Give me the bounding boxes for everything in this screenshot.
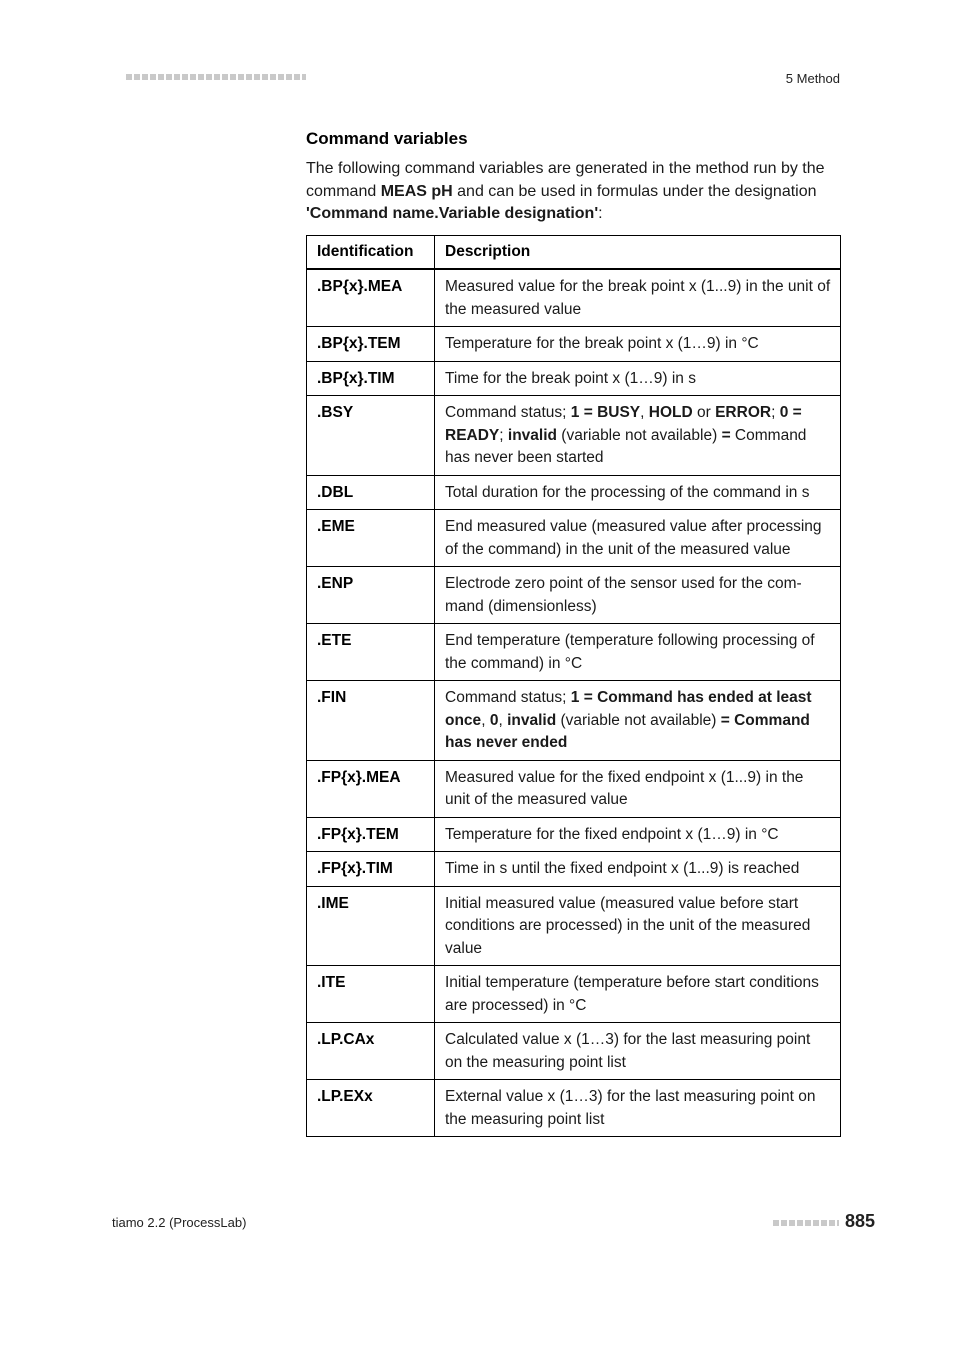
- table-row: [307, 681, 841, 761]
- text-run: End temperature (temperature following processing of the command) in °C: [445, 632, 815, 672]
- table-row: [307, 624, 841, 681]
- variable-description: [435, 567, 841, 624]
- bold-text-run: MEAS pH: [380, 182, 453, 200]
- variable-description: [435, 396, 841, 476]
- table-row: [307, 510, 841, 567]
- text-run: Command status;: [445, 689, 571, 706]
- text-run: Calculated value x (1…3) for the last measuring point on the measuring point list: [445, 1031, 811, 1071]
- table-row: [307, 396, 841, 476]
- variable-identification: .BSY: [307, 396, 435, 476]
- bold-text-run: 1 = Command has ended at least once: [445, 689, 812, 729]
- variable-description: [435, 624, 841, 681]
- text-run: End measured value (measured value after processing of the command) in the unit of the measured value: [445, 518, 822, 558]
- text-run: Initial measured value (measured value before start conditions are processed) in the unit of the measured value: [445, 894, 811, 957]
- text-run: Temperature for the break point x (1…9) in °C: [445, 335, 759, 352]
- table-row: [307, 327, 841, 362]
- table-row: [307, 760, 841, 817]
- variable-description: [435, 1023, 841, 1080]
- table-row: [307, 852, 841, 887]
- variable-description: [435, 361, 841, 396]
- table-row: [307, 361, 841, 396]
- text-run: Command has never been started: [445, 426, 807, 466]
- bold-text-run: 0 = READY: [445, 404, 802, 444]
- bold-text-run: ERROR: [715, 404, 772, 421]
- variable-description: [435, 475, 841, 510]
- variable-description: [435, 681, 841, 761]
- command-variables-table: [306, 235, 841, 1138]
- variable-identification: .FP{x}.TIM: [307, 852, 435, 887]
- variable-identification: .EME: [307, 510, 435, 567]
- column-header-identification: Identification: [307, 235, 435, 269]
- bold-text-run: =: [721, 426, 731, 444]
- text-run: or: [692, 404, 716, 421]
- variable-description: [435, 852, 841, 887]
- running-header-chapter: 5 Method: [785, 71, 840, 86]
- bold-text-run: 'Command name.Variable designation': [306, 205, 599, 222]
- variable-description: [435, 327, 841, 362]
- table-header-row: [307, 235, 841, 269]
- text-run: Measured value for the fixed endpoint x (1...9) in the unit of the measured value: [445, 768, 804, 808]
- variable-identification: .IME: [307, 886, 435, 966]
- text-run: Time in s until the fixed endpoint x (1...9) is reached: [445, 860, 800, 877]
- text-run: Temperature for the fixed endpoint x (1…9) in °C: [445, 825, 779, 843]
- variable-description: [435, 966, 841, 1023]
- text-run: Command status;: [445, 404, 571, 421]
- table-row: [307, 817, 841, 852]
- page-number: 885: [845, 1211, 876, 1231]
- variable-identification: .BP{x}.TIM: [307, 361, 435, 396]
- bold-text-run: 1 = BUSY: [570, 404, 641, 421]
- footer-product-name: tiamo 2.2 (ProcessLab): [112, 1215, 247, 1230]
- text-run: ;: [771, 404, 780, 421]
- table-row: [307, 1023, 841, 1080]
- text-run: ,: [640, 404, 649, 421]
- text-run: Time for the break point x (1…9) in s: [445, 369, 696, 387]
- bold-text-run: 0: [489, 711, 499, 729]
- variable-description: [435, 817, 841, 852]
- table-body: [307, 269, 841, 1137]
- text-run: Electrode zero point of the sensor used for the com-mand (dimensionless): [445, 575, 802, 615]
- text-run: ;: [499, 426, 508, 444]
- footer-decoration-dots: [773, 1220, 839, 1226]
- text-run: ,: [481, 711, 490, 729]
- table-row: [307, 886, 841, 966]
- table-row: [307, 269, 841, 327]
- variable-description: [435, 510, 841, 567]
- text-run: The following command variables are generated in the method run by the command: [306, 160, 825, 200]
- bold-text-run: = Command has never ended: [445, 711, 810, 751]
- variable-identification: .FIN: [307, 681, 435, 761]
- text-run: Measured value for the break point x (1...9) in the unit of the measured value: [445, 278, 831, 318]
- variable-identification: .ETE: [307, 624, 435, 681]
- text-run: (variable not available): [556, 711, 721, 729]
- text-run: and can be used in formulas under the designation: [452, 182, 817, 200]
- variable-description: [435, 886, 841, 966]
- header-decoration-dots: [126, 74, 306, 80]
- text-run: Initial temperature (temperature before start conditions are processed) in °C: [445, 974, 819, 1014]
- variable-description: [435, 269, 841, 327]
- bold-text-run: invalid: [507, 711, 557, 729]
- variable-identification: .LP.EXx: [307, 1080, 435, 1137]
- variable-identification: .DBL: [307, 475, 435, 510]
- text-run: Total duration for the processing of the command in s: [445, 483, 810, 501]
- variable-description: [435, 1080, 841, 1137]
- variable-identification: .BP{x}.TEM: [307, 327, 435, 362]
- variable-identification: .LP.CAx: [307, 1023, 435, 1080]
- main-content: [306, 128, 841, 1137]
- text-run: ,: [498, 711, 508, 729]
- variable-identification: .ENP: [307, 567, 435, 624]
- variable-identification: .ITE: [307, 966, 435, 1023]
- table-row: [307, 966, 841, 1023]
- intro-paragraph: [306, 158, 841, 226]
- variable-description: [435, 760, 841, 817]
- table-row: [307, 1080, 841, 1137]
- table-row: [307, 475, 841, 510]
- bold-text-run: HOLD: [648, 404, 693, 421]
- section-title: Command variables: [306, 129, 468, 148]
- text-run: External value x (1…3) for the last measuring point on the measuring point list: [445, 1088, 816, 1128]
- variable-identification: .FP{x}.TEM: [307, 817, 435, 852]
- column-header-description: Description: [435, 235, 841, 269]
- table-row: [307, 567, 841, 624]
- bold-text-run: invalid: [507, 426, 557, 444]
- text-run: (variable not available): [557, 426, 722, 444]
- variable-identification: .FP{x}.MEA: [307, 760, 435, 817]
- text-run: :: [598, 205, 603, 222]
- variable-identification: .BP{x}.MEA: [307, 269, 435, 327]
